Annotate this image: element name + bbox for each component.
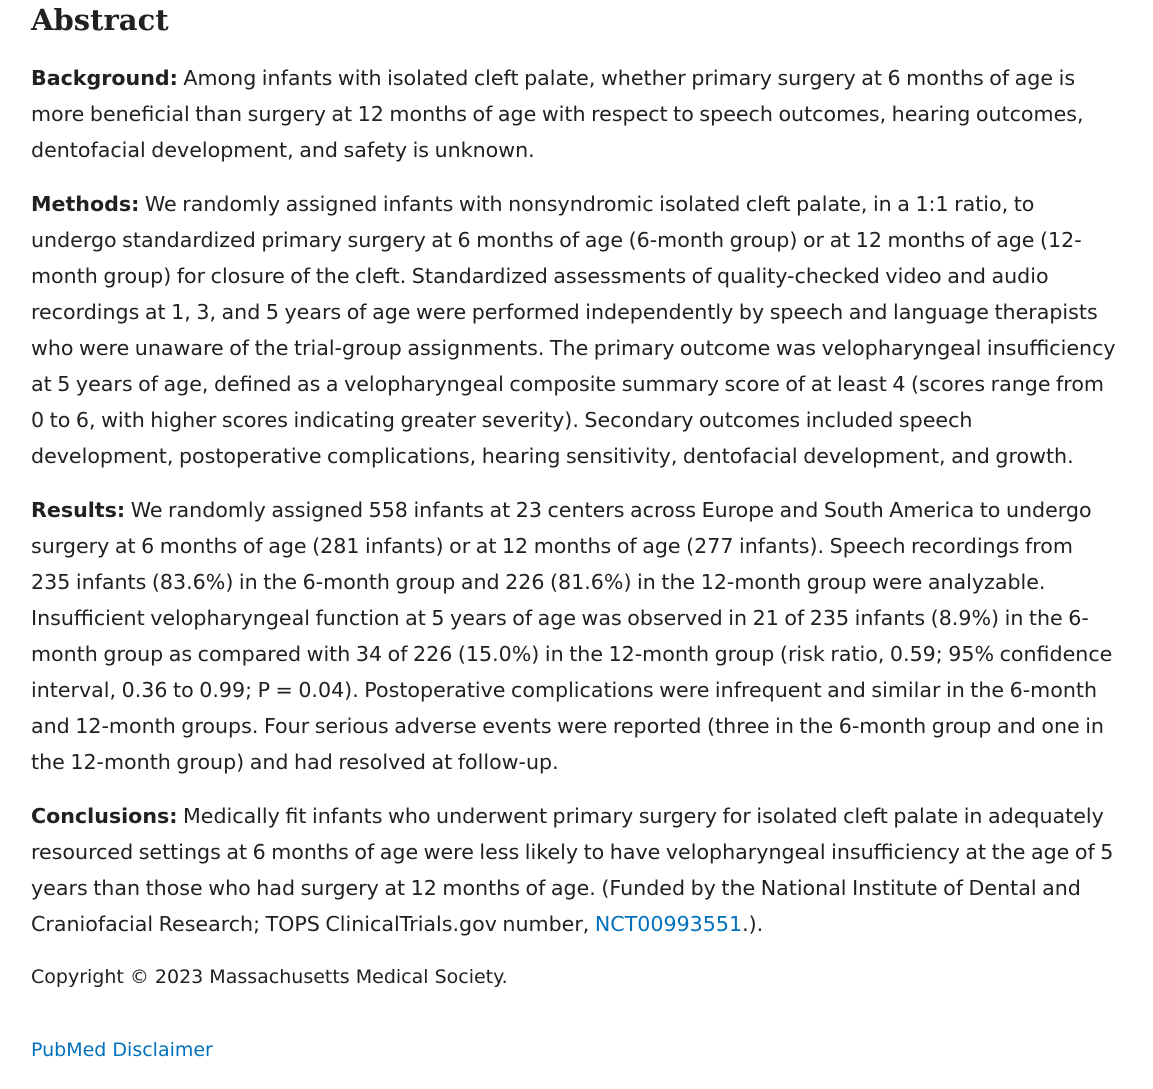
abstract-background (31, 60, 1116, 168)
abstract-section (31, 0, 1116, 1064)
conclusions-text-end: .). (742, 912, 764, 936)
background-text: Among infants with isolated cleft palate, whether primary surgery at 6 months of age is more beneficial than surgery at 12 months of age with respect to speech outcomes, hearing outcomes, dentofacial development, and safety is unknown. (31, 66, 1084, 162)
results-label: Results: (31, 498, 126, 522)
methods-text: We randomly assigned infants with nonsyndromic isolated cleft palate, in a 1:1 ratio, to undergo standardized primary surgery at 6 months of age (6-month group) or at 12 months of age (12-month group) for closure of the cleft. Standardized assessments of quality-checked video and audio recordings at 1, 3, and 5 years of age were performed independently by speech and language therapists who were unaware of the trial-group assignments. The primary outcome was velopharyngeal insufficiency at 5 years of age, defined as a velopharyngeal composite summary score of at least 4 (scores range from 0 to 6, with higher scores indicating greater severity). Secondary outcomes included speech development, postoperative complications, hearing sensitivity, dentofacial development, and growth. (31, 192, 1116, 468)
abstract-conclusions (31, 798, 1116, 942)
copyright-notice: Copyright © 2023 Massachusetts Medical Society. (31, 966, 508, 988)
conclusions-text: Medically fit infants who underwent primary surgery for isolated cleft palate in adequately resourced settings at 6 months of age were less likely to have velopharyngeal insufficiency at the age of 5 years than those who had surgery at 12 months of age. (Funded by the National Institute of Dental and Craniofacial Research; TOPS ClinicalTrials.gov number, (31, 804, 1114, 936)
abstract-results (31, 492, 1116, 780)
pubmed-disclaimer-link[interactable]: PubMed Disclaimer (31, 1039, 213, 1061)
methods-label: Methods: (31, 192, 140, 216)
background-label: Background: (31, 66, 178, 90)
abstract-title: Abstract (31, 3, 169, 37)
abstract-methods (31, 186, 1116, 474)
results-text: We randomly assigned 558 infants at 23 centers across Europe and South America to undergo surgery at 6 months of age (281 infants) or at 12 months of age (277 infants). Speech recordings from 235 infants (83.6%) in the 6-month group and 226 (81.6%) in the 12-month group were analyzable. Insufficient velopharyngeal function at 5 years of age was observed in 21 of 235 infants (8.9%) in the 6-month group as compared with 34 of 226 (15.0%) in the 12-month group (risk ratio, 0.59; 95% confidence interval, 0.36 to 0.99; P = 0.04). Postoperative complications were infrequent and similar in the 6-month and 12-month groups. Four serious adverse events were reported (three in the 6-month group and one in the 12-month group) and had resolved at follow-up. (31, 498, 1113, 774)
clinical-trial-link[interactable]: NCT00993551 (594, 912, 743, 936)
conclusions-label: Conclusions: (31, 804, 178, 828)
